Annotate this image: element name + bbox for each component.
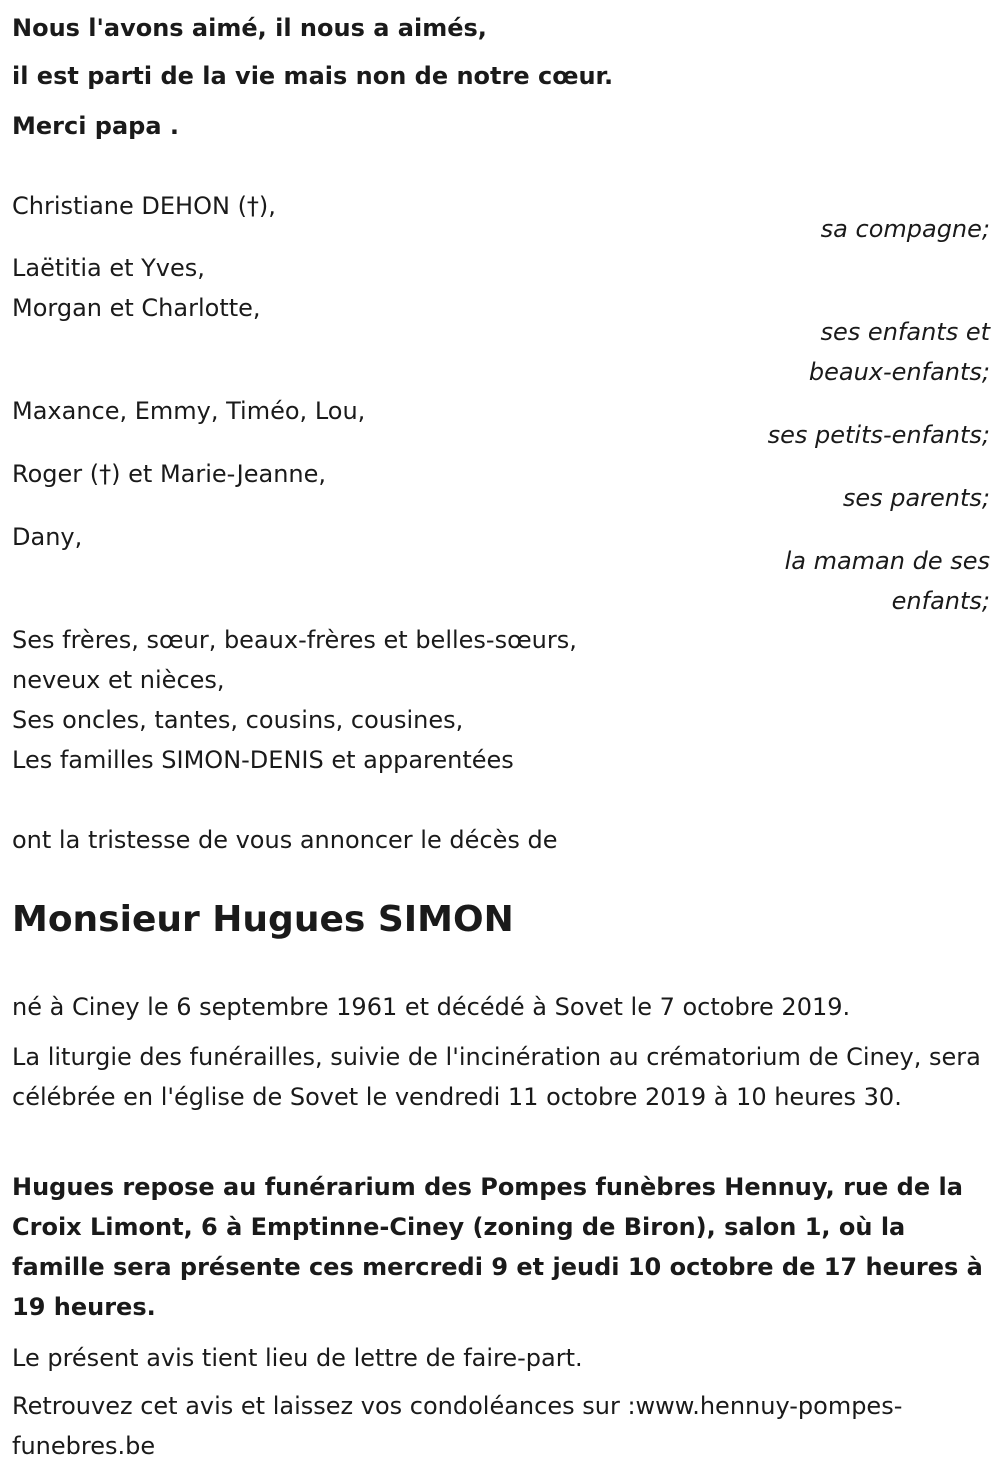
family-name-parents: Roger (†) et Marie-Jeanne, [12, 460, 327, 488]
family-name-mother-of-children: Dany, [12, 523, 83, 551]
family-relation-parents: ses parents; [842, 484, 990, 512]
extended-family-line-3: Ses oncles, tantes, cousins, cousines, [12, 706, 464, 734]
family-relation-companion: sa compagne; [820, 215, 990, 243]
family-name-grandchildren: Maxance, Emmy, Timéo, Lou, [12, 397, 366, 425]
family-relation-mother-2: enfants; [891, 587, 990, 615]
epitaph-line-3: Merci papa . [12, 112, 180, 140]
family-name-child-1: Laëtitia et Yves, [12, 254, 205, 282]
extended-family-line-2: neveux et nièces, [12, 666, 225, 694]
deceased-name: Monsieur Hugues SIMON [12, 899, 514, 940]
announcement: ont la tristesse de vous annoncer le décès de [12, 826, 558, 854]
epitaph-line-2: il est parti de la vie mais non de notre cœur. [12, 62, 614, 90]
family-relation-mother-1: la maman de ses [784, 547, 990, 575]
visitation-info: Hugues repose au funérarium des Pompes funèbres Hennuy, rue de la Croix Limont, 6 à Emptinne-Ciney (zoning de Biron), salon 1, où la famille sera présente ces mercredi 9 et jeudi 10 octobre de 17 heures à 19 heures. [12, 1173, 983, 1321]
family-name-companion: Christiane DEHON (†), [12, 192, 276, 220]
extended-family-line-1: Ses frères, sœur, beaux-frères et belles-sœurs, [12, 626, 577, 654]
family-relation-children-1: ses enfants et [820, 318, 990, 346]
family-relation-grandchildren: ses petits-enfants; [767, 421, 990, 449]
family-name-child-2: Morgan et Charlotte, [12, 294, 261, 322]
epitaph-line-1: Nous l'avons aimé, il nous a aimés, [12, 14, 487, 42]
family-relation-children-2: beaux-enfants; [808, 358, 990, 386]
condolences-text[interactable]: Retrouvez cet avis et laissez vos condoléances sur :www.hennuy-pompes-funebres.be [12, 1392, 903, 1460]
extended-family-line-4: Les familles SIMON-DENIS et apparentées [12, 746, 514, 774]
liturgy-info: La liturgie des funérailles, suivie de l'incinération au crématorium de Ciney, sera célébrée en l'église de Sovet le vendredi 11 octobre 2019 à 10 heures 30. [12, 1043, 981, 1111]
notice-text: Le présent avis tient lieu de lettre de faire-part. [12, 1344, 583, 1372]
birth-death-info: né à Ciney le 6 septembre 1961 et décédé à Sovet le 7 octobre 2019. [12, 993, 851, 1021]
